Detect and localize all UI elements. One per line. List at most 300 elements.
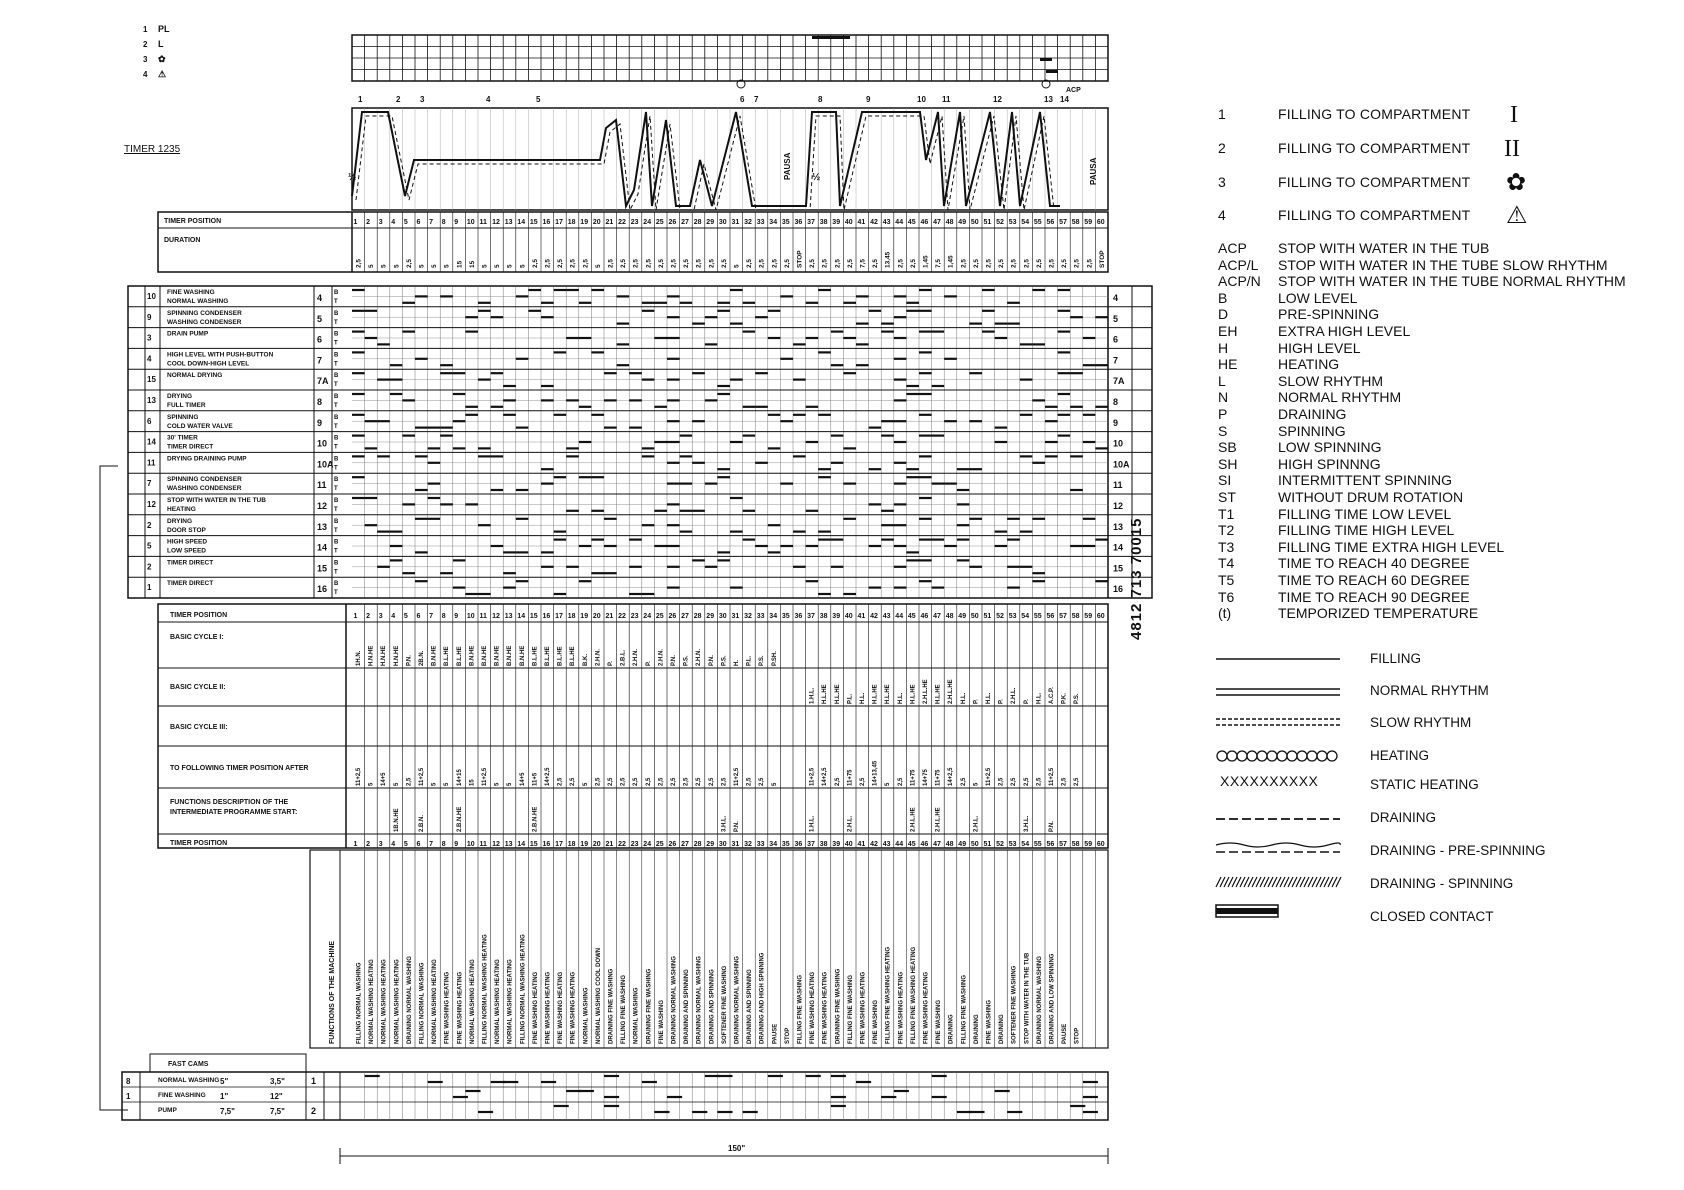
legend-filling: FILLING — [1370, 651, 1422, 666]
position-number: 34 — [769, 219, 778, 226]
cam-contact-b: B — [334, 498, 339, 504]
duration-value: 1,45 — [922, 255, 930, 268]
position-number: 2 — [366, 219, 371, 226]
position-number: 11 — [479, 613, 487, 620]
timer-title: TIMER 1235 — [124, 144, 181, 155]
basic-cycle-1-value: B.L.HE — [570, 646, 577, 666]
position-number: 11 — [479, 841, 487, 848]
static-heating-sample: XXXXXXXXXX — [1220, 773, 1319, 789]
position-number: 55 — [1033, 613, 1042, 620]
legend-number: 4 — [1218, 207, 1226, 223]
basic-cycle-1-value: 2.H.N. — [633, 648, 640, 666]
basic-cycle-2-value: 2.H.L.HE — [923, 679, 929, 704]
duration-value: 13,45 — [884, 251, 892, 268]
position-number: 50 — [970, 613, 979, 620]
duration-value: 2,5 — [645, 258, 653, 268]
abbreviation-code: SH — [1218, 455, 1238, 472]
abbreviation-description: FILLING TIME EXTRA HIGH LEVEL — [1278, 538, 1505, 555]
duration-value: 2,5 — [1061, 258, 1069, 268]
cam-number: 8 — [317, 397, 323, 407]
position-number: 53 — [1008, 613, 1017, 620]
machine-function: DRAINING NORMAL WASHING — [696, 956, 703, 1044]
cycle-timer-position-label: TIMER POSITION — [170, 840, 228, 847]
abbreviation-legend — [1218, 240, 1678, 630]
duration-value: 2,5 — [746, 258, 754, 268]
machine-function: NORMAL WASHING COOL DOWN — [595, 947, 602, 1044]
position-number: 28 — [693, 841, 702, 848]
basic-cycle-2-value: H.L. — [860, 692, 866, 704]
basic-cycle-1-value: B.L.HE — [444, 646, 451, 666]
basic-cycle-3-label: BASIC CYCLE III: — [170, 724, 228, 731]
cam-contact-b: B — [334, 414, 339, 421]
abbreviation-description: EXTRA HIGH LEVEL — [1278, 323, 1411, 339]
step-label: 4 — [486, 95, 491, 104]
intermediate-start-value: P.N. — [1049, 821, 1055, 832]
position-number: 47 — [933, 613, 941, 620]
position-number: 15 — [529, 219, 538, 226]
legend-text: FILLING TO COMPARTMENT — [1278, 140, 1471, 156]
cam-number: 5 — [317, 313, 323, 324]
abbreviation-description: SPINNING — [1278, 422, 1346, 439]
position-number: 4 — [391, 219, 396, 226]
machine-function: FINE WASHING HEATING — [545, 971, 552, 1044]
machine-function: FILLING FINE WASHING — [621, 975, 628, 1044]
following-position-value: 11+75 — [847, 769, 854, 786]
cam-row-label: DRYING DRAINING PUMP — [167, 455, 247, 463]
intermediate-start-value: 3.H.L. — [1023, 815, 1030, 832]
cam-ref-number: 14 — [147, 437, 156, 447]
cam-row-label: NORMAL WASHING — [167, 298, 229, 305]
position-number: 16 — [542, 613, 551, 620]
machine-function: NORMAL WASHING — [633, 987, 640, 1044]
step-label: 2 — [396, 95, 401, 104]
cam-number-right: 6 — [1113, 334, 1119, 345]
machine-function: DRAINING NORMAL WASHING — [406, 956, 413, 1044]
cam-number-right: 10 — [1113, 438, 1124, 449]
position-number: 13 — [504, 841, 513, 848]
marker-number: 2 — [143, 40, 148, 49]
acp-label: ACP — [1066, 87, 1081, 94]
position-number: 17 — [555, 219, 563, 226]
following-position-value: 5 — [494, 782, 501, 786]
duration-value: 2,5 — [783, 258, 791, 268]
duration-label: DURATION — [164, 237, 201, 244]
abbreviation-description: HIGH SPINNNG — [1278, 455, 1381, 472]
water-level-line — [352, 112, 1060, 206]
intermediate-start-value: 2.B.N.HE — [456, 806, 463, 832]
position-number: 7 — [429, 613, 434, 620]
duration-value: 2,5 — [821, 258, 829, 268]
position-number: 17 — [555, 841, 563, 848]
basic-cycle-1-value: B.L.HE — [456, 646, 463, 666]
position-number: 49 — [958, 613, 967, 620]
cam-number: 15 — [317, 563, 328, 574]
cam-ref-number: 12 — [147, 500, 156, 509]
basic-cycle-1-value: B.K. — [582, 654, 589, 666]
position-number: 59 — [1084, 841, 1093, 848]
position-number: 18 — [567, 841, 576, 848]
cam-contact-t: T — [334, 548, 338, 555]
step-label: 10 — [917, 95, 926, 104]
cam-number: 7A — [317, 376, 329, 387]
legend-draining-pre-spinning: DRAINING - PRE-SPINNING — [1370, 843, 1546, 858]
position-number: 16 — [542, 219, 551, 226]
cam-row-label: FINE WASHING — [167, 289, 215, 296]
position-number: 33 — [756, 219, 765, 226]
cam-contact-t: T — [334, 590, 338, 597]
position-number: 6 — [416, 219, 421, 226]
following-position-value: 14+2,5 — [545, 767, 551, 786]
cam-contact-t: T — [334, 465, 338, 472]
position-number: 1 — [353, 219, 358, 226]
cam-row-label: COLD WATER VALVE — [167, 422, 233, 430]
basic-cycle-1-value: B.L.HE — [545, 646, 551, 666]
position-number: 22 — [618, 219, 626, 226]
basic-cycle-1-value: 2.H.N. — [696, 648, 703, 666]
legend-closed-contact: CLOSED CONTACT — [1370, 909, 1494, 924]
abbreviation-code: ACP/N — [1218, 273, 1261, 290]
duration-value: 2,5 — [1035, 258, 1043, 268]
cam-number-right: 12 — [1113, 501, 1124, 511]
abbreviation-description: PRE-SPINNING — [1278, 306, 1380, 323]
machine-function: FINE WASHING — [986, 999, 993, 1044]
cam-ref-number: 9 — [147, 312, 152, 322]
basic-cycle-2-value: 2.H.L.HE — [948, 679, 955, 704]
machine-function: STOP WITH WATER IN THE TUB — [1024, 952, 1031, 1044]
following-position-value: 14+15 — [456, 769, 463, 786]
cam-contact-t: T — [334, 527, 338, 534]
position-number: 51 — [983, 841, 992, 848]
position-number: 8 — [441, 613, 446, 620]
following-position-value: 5 — [368, 782, 375, 786]
half-level-marker: ½ — [348, 172, 357, 183]
cam-contact-b: B — [334, 456, 339, 463]
position-number: 39 — [832, 613, 841, 620]
fast-cam-time-2: 3,5" — [270, 1077, 285, 1086]
step-label: 9 — [866, 95, 871, 104]
duration-value: 5 — [418, 264, 426, 268]
position-number: 24 — [643, 841, 652, 848]
half-level-marker: ½ — [812, 172, 821, 183]
cam-row-label: TIMER DIRECT — [167, 559, 214, 567]
position-number: 21 — [605, 219, 614, 226]
intermediate-start-value: 2.H.L. — [847, 815, 854, 832]
abbreviation-code: ST — [1218, 489, 1236, 505]
basic-cycle-2-value: 2.H.L. — [1011, 687, 1018, 704]
position-number: 33 — [756, 613, 765, 620]
abbreviation-code: T1 — [1218, 505, 1235, 522]
abbreviation-code: EH — [1218, 323, 1238, 339]
intermediate-start-value: 1B.N.HE — [393, 808, 400, 832]
position-number: 51 — [983, 219, 992, 226]
position-number: 3 — [378, 613, 383, 620]
cam-contact-b: B — [334, 373, 339, 380]
duration-value: 2,5 — [834, 258, 842, 268]
position-number: 44 — [895, 613, 904, 620]
cam-number-right: 9 — [1113, 417, 1119, 428]
position-number: 27 — [681, 219, 689, 226]
duration-value: 2,5 — [758, 258, 766, 268]
pause-label: PAUSA — [1089, 157, 1098, 185]
cam-ref-number: 5 — [147, 541, 152, 551]
basic-cycle-1-value: H.N.HE — [381, 645, 388, 666]
step-label: 13 — [1044, 95, 1053, 104]
position-number: 45 — [907, 841, 916, 848]
position-number: 25 — [655, 841, 664, 848]
cam-contact-t: T — [334, 423, 338, 430]
cam-ref-number: 11 — [147, 458, 156, 468]
position-number: 29 — [706, 219, 715, 226]
abbreviation-code: T6 — [1218, 588, 1235, 605]
position-number: 50 — [970, 841, 979, 848]
machine-function: FILLING NORMAL WASHING HEATING — [482, 934, 489, 1044]
basic-cycle-2-value: P. — [998, 699, 1005, 704]
machine-function: SOFTENER FINE WASHING — [1011, 965, 1018, 1044]
cam-contact-t: T — [334, 403, 338, 409]
position-number: 32 — [744, 219, 752, 226]
basic-cycle-1-value: B.N.HE — [494, 645, 501, 666]
position-number: 16 — [542, 841, 551, 848]
position-number: 31 — [731, 219, 740, 226]
machine-function: DRAINING NORMAL WASHING — [734, 956, 741, 1044]
position-number: 1 — [353, 613, 358, 620]
position-number: 3 — [378, 219, 383, 226]
position-number: 19 — [580, 841, 589, 848]
following-position-value: 14+13,45 — [872, 760, 879, 786]
following-position-value: 5 — [393, 782, 400, 786]
position-number: 15 — [529, 841, 538, 848]
cam-contact-t: T — [334, 486, 338, 493]
position-number: 7 — [429, 219, 434, 226]
cam-row-label: WASHING CONDENSER — [167, 485, 242, 493]
cam-contact-b: B — [334, 477, 339, 484]
following-position-value: 5 — [582, 782, 589, 786]
basic-cycle-1-value: P.SH. — [771, 651, 778, 666]
fast-cams-title: FAST CAMS — [168, 1061, 209, 1068]
position-number: 31 — [731, 841, 740, 848]
machine-function: FINE WASHING — [873, 999, 880, 1044]
machine-function: DRAINING FINE WASHING — [608, 968, 615, 1044]
step-label: 5 — [536, 95, 541, 104]
abbreviation-code: P — [1218, 406, 1228, 422]
cam-contact-t: T — [334, 569, 338, 576]
position-number: 9 — [454, 841, 459, 848]
machine-function: FINE WASHING HEATING — [898, 971, 905, 1044]
position-number: 4 — [391, 613, 396, 620]
duration-value: 2,5 — [657, 258, 665, 268]
fast-cam-number: 1 — [311, 1076, 317, 1086]
basic-cycle-1-value: P.S. — [759, 655, 766, 666]
top-strip-contact — [812, 36, 850, 39]
duration-value: 2,5 — [405, 258, 413, 268]
position-number: 38 — [819, 841, 828, 848]
machine-function: PAUSE — [772, 1023, 779, 1044]
duration-value: 2,5 — [1086, 258, 1094, 268]
basic-cycle-2-value: P. — [973, 699, 980, 704]
position-number: 20 — [592, 613, 601, 620]
legend-normal-rhythm: NORMAL RHYTHM — [1370, 683, 1489, 698]
duration-value: 2,5 — [897, 258, 905, 268]
cam-number-right: 10A — [1113, 459, 1130, 470]
machine-function: NORMAL WASHING HEATING — [469, 959, 476, 1044]
machine-function: FINE WASHING HEATING — [444, 971, 451, 1044]
duration-value: 5 — [494, 264, 502, 268]
duration-value: 2,5 — [809, 258, 817, 268]
following-position-value: 2,5 — [570, 777, 577, 786]
position-number: 24 — [643, 219, 652, 226]
intermediate-start-value: 2.H.L. — [973, 815, 980, 832]
functions-description-label: INTERMEDIATE PROGRAMME START: — [170, 809, 298, 816]
machine-function: FILLING FINE WASHING — [797, 975, 804, 1044]
abbreviation-description: LOW SPINNING — [1278, 439, 1382, 456]
marker-number: 4 — [143, 70, 148, 79]
following-position-value: 2,5 — [1074, 777, 1081, 786]
position-number: 43 — [882, 613, 891, 620]
legend-draining: DRAINING — [1370, 810, 1437, 825]
machine-function: FINE WASHING HEATING — [457, 971, 464, 1044]
position-number: 12 — [492, 219, 500, 226]
position-number: 45 — [907, 613, 916, 620]
cam-row-label: TIMER DIRECT — [167, 443, 214, 451]
position-number: 19 — [580, 613, 589, 620]
machine-function: STOP — [784, 1027, 791, 1044]
position-number: 34 — [769, 841, 778, 848]
cam-number: 13 — [317, 521, 328, 532]
cam-row-label: DOOR STOP — [167, 526, 206, 534]
abbreviation-description: HIGH LEVEL — [1278, 339, 1361, 356]
position-number: 52 — [996, 219, 1004, 226]
duration-value: 5 — [594, 264, 602, 268]
cam-number-right: 16 — [1113, 584, 1124, 595]
legend-heating: HEATING — [1370, 748, 1430, 763]
duration-value: 2,5 — [1073, 258, 1081, 268]
step-label: 8 — [818, 95, 823, 104]
cam-ref-number: 1 — [147, 583, 152, 593]
machine-function: FINE WASHING HEATING — [822, 971, 829, 1044]
duration-value: 5 — [443, 264, 451, 268]
position-number: 58 — [1071, 613, 1080, 620]
position-number: 36 — [794, 613, 803, 620]
cam-row-label: SPINNING — [167, 413, 199, 421]
cam-number: 16 — [317, 584, 328, 595]
following-position-value: 11+75 — [910, 769, 917, 786]
position-number: 22 — [618, 841, 626, 848]
step-label: 11 — [942, 95, 951, 104]
position-number: 9 — [454, 613, 459, 620]
abbreviation-code: H — [1218, 339, 1229, 356]
cam-ref-number: 6 — [147, 416, 152, 426]
following-position-value: 2,5 — [620, 777, 627, 786]
duration-value: 2,5 — [708, 258, 716, 268]
basic-cycle-1-value: H. — [734, 660, 740, 666]
cam-row-label: WASHING CONDENSER — [167, 318, 242, 326]
position-number: 50 — [970, 219, 979, 226]
duration-value: 5 — [431, 264, 439, 268]
following-position-value: 2,5 — [645, 777, 652, 786]
basic-cycle-1-value: 2.B.L. — [620, 649, 627, 666]
abbreviation-description: LOW LEVEL — [1278, 289, 1358, 306]
position-number: 23 — [630, 219, 639, 226]
abbreviation-description: INTERMITTENT SPINNING — [1278, 472, 1452, 489]
position-number: 20 — [592, 219, 601, 226]
position-number: 27 — [681, 613, 689, 620]
cam-number: 4 — [317, 293, 323, 303]
duration-value: 2,5 — [985, 258, 993, 268]
position-number: 48 — [945, 219, 954, 226]
machine-function: DRAINING — [948, 1014, 955, 1044]
position-number: 43 — [882, 219, 891, 226]
abbreviation-description: STOP WITH WATER IN THE TUB — [1278, 240, 1490, 256]
cam-row-label: DRYING — [167, 517, 193, 525]
duration-value: 2,5 — [1023, 258, 1031, 268]
basic-cycle-1-value: B.N.HE — [482, 645, 488, 666]
cam-contact-t: T — [334, 507, 338, 513]
abbreviation-code: (t) — [1218, 605, 1232, 622]
position-number: 27 — [681, 841, 689, 848]
duration-value: 2,5 — [582, 258, 590, 268]
cam-ref-number: 13 — [147, 396, 156, 405]
position-number: 29 — [706, 841, 715, 848]
position-number: 5 — [403, 613, 408, 620]
duration-value: 2,5 — [670, 258, 678, 268]
step-label: 12 — [993, 95, 1002, 104]
cam-number-right: 5 — [1113, 313, 1119, 324]
cam-number-right: 4 — [1113, 293, 1119, 303]
duration-value: 5 — [393, 264, 401, 268]
position-number: 42 — [870, 613, 878, 620]
position-number: 57 — [1059, 219, 1067, 226]
following-position-value: 11+2,5 — [809, 767, 816, 786]
duration-value: 2,5 — [544, 258, 552, 268]
abbreviation-description: WITHOUT DRUM ROTATION — [1278, 489, 1464, 505]
step-label: 1 — [358, 95, 363, 104]
duration-value: 5 — [506, 264, 514, 268]
following-position-value: 2,5 — [834, 777, 841, 786]
machine-function: DRAINING AND HIGH SPINNING — [759, 952, 766, 1044]
position-number: 30 — [718, 841, 727, 848]
following-position-value: 11+5 — [532, 772, 539, 786]
following-position-value: 14+2,5 — [948, 767, 955, 786]
machine-function: DRAINING AND SPINNING — [684, 969, 691, 1044]
basic-cycle-2-value: H.L.HE — [935, 684, 942, 704]
position-number: 54 — [1021, 219, 1030, 226]
basic-cycle-2-value: P.K. — [1061, 693, 1068, 704]
cam-number: 11 — [317, 480, 327, 491]
fast-cam-label: FINE WASHING — [158, 1092, 206, 1099]
position-number: 59 — [1084, 613, 1093, 620]
marker-number: 3 — [143, 55, 148, 64]
duration-value: 15 — [456, 260, 464, 268]
position-number: 30 — [718, 219, 727, 226]
basic-cycle-2-value: 1.H.L. — [809, 687, 816, 704]
position-number: 10 — [466, 219, 475, 226]
cam-row-label: FULL TIMER — [167, 402, 206, 409]
position-number: 3 — [378, 841, 383, 848]
basic-cycle-1-label: BASIC CYCLE I: — [170, 634, 224, 641]
abbreviation-description: TIME TO REACH 40 DEGREE — [1278, 555, 1470, 572]
cam-number: 10A — [317, 459, 334, 470]
duration-value: 2,5 — [771, 258, 779, 268]
cam-contact-b: B — [334, 290, 339, 296]
pre-spinning-wave-sample — [1216, 843, 1340, 847]
position-number: 56 — [1046, 841, 1055, 848]
basic-cycle-1-value: P.N. — [708, 655, 715, 666]
position-number: 24 — [643, 613, 652, 620]
compartment-i-icon: I — [1510, 102, 1518, 128]
following-position-value: 5 — [973, 782, 980, 786]
cam-contact-b: B — [334, 394, 339, 400]
position-number: 47 — [933, 841, 941, 848]
